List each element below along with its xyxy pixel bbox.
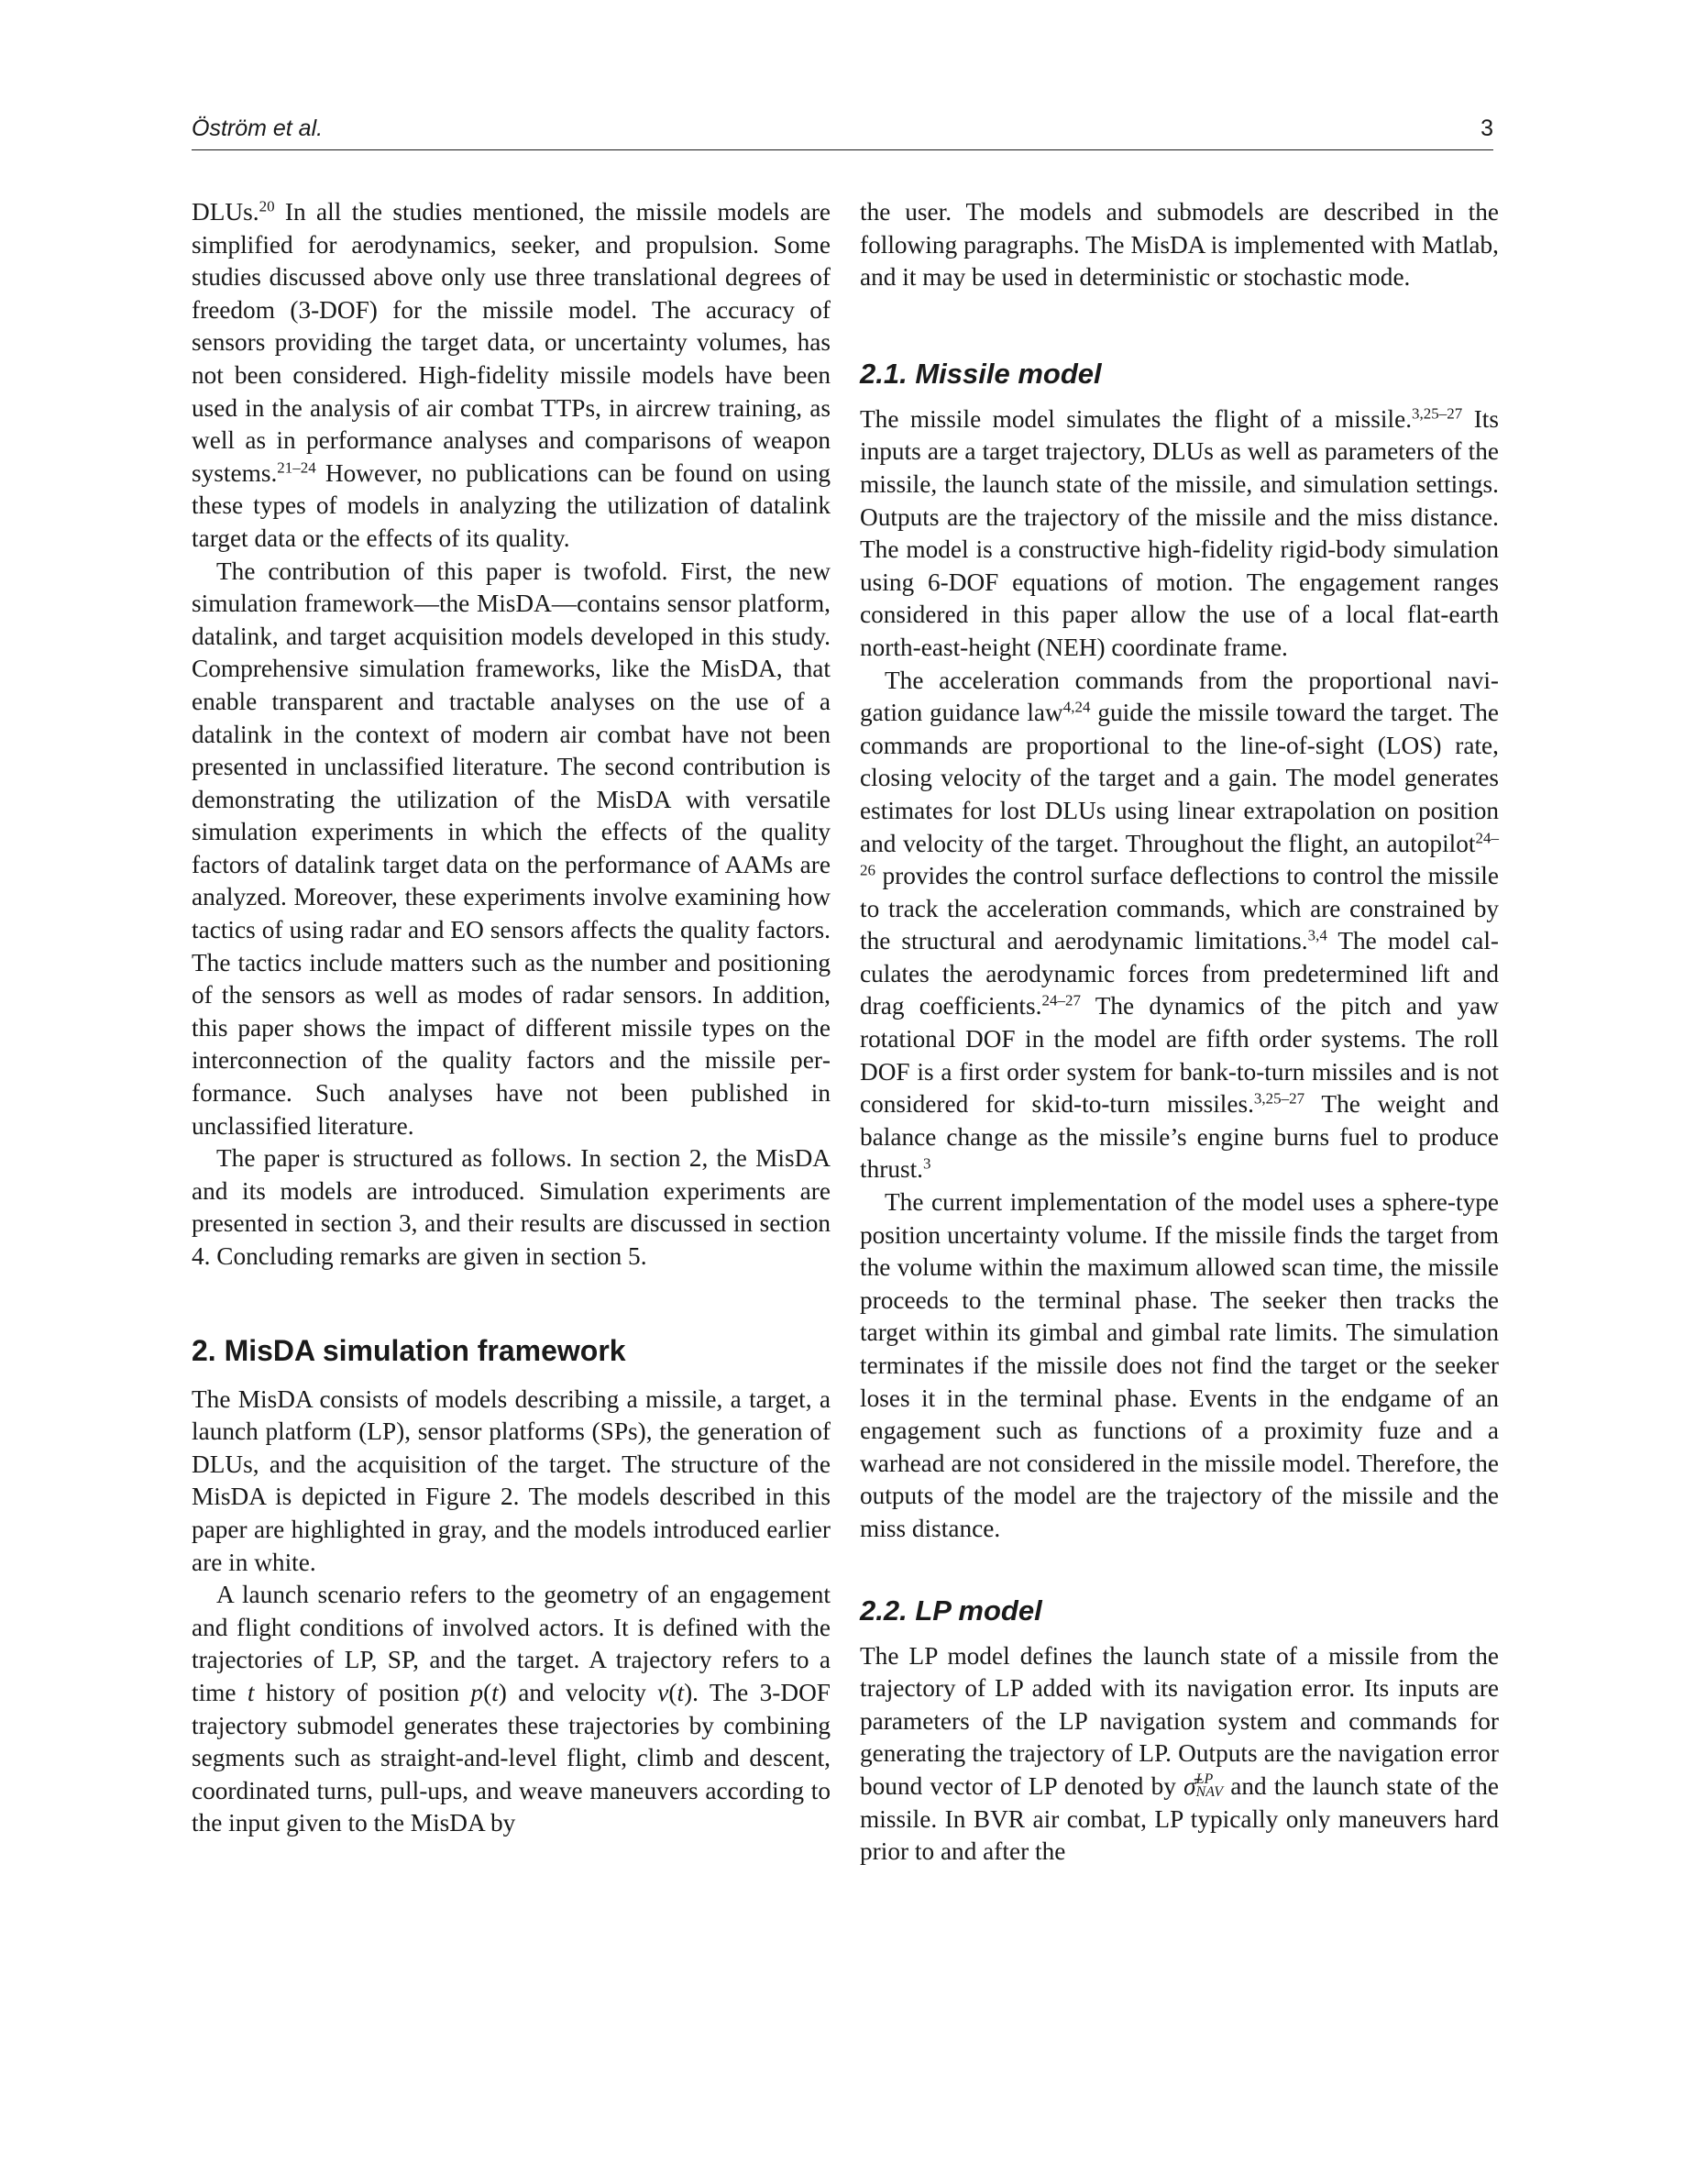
paragraph: The current implementation of the model uses a sphere-type position uncertainty volume. If the missile finds the target from the volume within the maximum allowed scan time, the missile proceeds to the terminal phase. The seeker then tracks the target within its gimbal and gimbal rate limits. The simulation terminates if the missile does not find the target or the seeker loses it in the terminal phase. Events in the endgame of an engagement such as functions of a proximity fuze and a warhead are not considered in the missile model. Therefore, the outputs of the model are the trajectory of the missile and the miss distance.	[860, 1188, 1499, 1542]
header-rule	[192, 149, 1493, 150]
paragraph	[860, 403, 1499, 665]
text-run: The weight and balance change as the missile’s engine burns fuel to produce thrust.	[860, 1090, 1499, 1184]
text-run: The acceleration commands from the proportional navigation guidance law	[860, 666, 1499, 727]
text-run: (	[483, 1678, 492, 1706]
text-run: Its inputs are a target trajectory, DLUs as well as parameters of the missile, the launch state of the missile, and simulation settings. Outputs are the trajectory of the missile and the miss distance. The model is a constructive high-fidelity rigid-body simulation using 6-DOF equations of motion. The engagement ranges considered in this paper allow the use of a local flat-earth north-east-height (NEH) coordinate frame.	[860, 404, 1500, 661]
text-run: (	[668, 1678, 677, 1706]
running-head-authors: Öström et al.	[192, 116, 324, 141]
text-run: and the launch state of the missile. In BVR air combat, LP typically only maneuvers hard prior to and after the	[860, 1771, 1499, 1866]
text-run: ) and velocity	[498, 1678, 658, 1706]
citation-ref: 21–24	[277, 458, 316, 477]
symbol-superscript: LP	[1195, 1770, 1214, 1787]
sigma-nav-symbol	[1183, 1772, 1223, 1800]
citation-ref: 3,25–27	[1412, 404, 1463, 423]
page-number: 3	[1480, 116, 1493, 141]
citation-ref: 3	[923, 1155, 931, 1174]
math-var: t	[491, 1678, 499, 1706]
text-run: guide the missile toward the target. The commands are proportional to the line-of-sight (LOS) rate, closing velocity of the target and a gain. The model generates estimates for lost DLUs using linear extrapolation on position and velocity of the target. Throughout the flight, an autopilot	[860, 699, 1499, 857]
paragraph: The contribution of this paper is twofold. First, the new simulation framework—the MisDA—contains sensor platform, datalink, and target acquisition models developed in this study. Comprehensive simulation frameworks, like the MisDA, that enable transparent and tractable analyses on the use of a datalink in the context of modern air combat have not been presented in unclassified literature. The second contribution is demonstrating the utilization of the MisDA with versatile simulation experiments in which the effects of the quality factors of datalink target data on the performance of AAMs are analyzed. Moreover, these experiments involve examining how tactics of using radar and EO sensors affects the quality factors. The tactics include matters such as the number and positioning of the sensors as well as modes of radar sensors. In addition, this paper shows the impact of different missile types on the interconnection of the quality factors and the missile performance. Such analyses have not been published in unclassified literature.	[192, 557, 831, 1140]
paragraph: The MisDA consists of models describing a missile, a target, a launch platform (LP), sensor platforms (SPs), the generation of DLUs, and the acquisition of the target. The structure of the MisDA is depicted in Figure 2. The models described in this paper are highlighted in gray, and the models introduced earlier are in white.	[192, 1384, 831, 1576]
text-run: The missile model simulates the flight of a missile.	[860, 404, 1413, 433]
citation-ref: 3,4	[1307, 926, 1327, 944]
math-var: p	[470, 1678, 484, 1706]
paragraph	[860, 665, 1499, 1187]
section-heading: 2. MisDA simulation framework	[192, 1333, 626, 1367]
text-run: However, no publications can be found on using these types of models in analyzing the utilization of datalink target data or the effects of its quality.	[192, 458, 831, 552]
citation-ref: 20	[259, 197, 275, 215]
running-head	[192, 116, 1493, 142]
text-run: The LP model defines the launch state of a missile from the trajectory of LP added with its navigation error. Its inputs are parameters of the LP navigation system and commands for generating the trajectory of LP. Outputs are the navigation error bound vector of LP denoted by	[860, 1641, 1499, 1800]
paragraph	[192, 1579, 831, 1840]
math-var: v	[657, 1678, 669, 1706]
paragraph: the user. The models and submodels are described in the following paragraphs. The MisDA is implemented with Matlab, and it may be used in deterministic or stochastic mode.	[860, 198, 1499, 292]
citation-ref: 3,25–27	[1253, 1089, 1305, 1108]
math-var: t	[247, 1678, 255, 1706]
text-run: provides the control surface deflections to control the missile to track the acceleration commands, which are constrained by the structural and aerodynamic limitations.	[860, 862, 1499, 955]
math-var: t	[677, 1678, 685, 1706]
text-run: history of position	[254, 1678, 471, 1706]
text-run: The dynamics of the pitch and yaw rotational DOF in the model are fifth order systems. The roll DOF is a first order system for bank-to-turn missiles and is not considered for skid-to-turn missiles.	[860, 992, 1499, 1119]
symbol-subscript: NAV	[1195, 1784, 1223, 1801]
text-run: In all the studies mentioned, the missile models are simplified for aerodynamics, seeker, and propulsion. Some studies discussed above only use three translational degrees of freedom (3-DOF) for the missile model. The accuracy of sensors providing the target data, or uncertainty volumes, has not been considered. High-fidelity missile models have been used in the analysis of air combat TTPs, in aircrew training, as well as in performance analyses and comparisons of weapon systems.	[192, 198, 831, 487]
text-run: ). The 3-DOF trajectory submodel generates these trajectories by combining segments such as straight-and-level flight, climb and descent, coordinated turns, pull-ups, and weave maneuvers according to the input given to the MisDA by	[192, 1678, 831, 1837]
text-run: A launch scenario refers to the geometry of an engagement and flight conditions of involved actors. It is defined with the trajectories of LP, SP, and the target. A trajectory refers to a time	[192, 1581, 831, 1706]
text-run: The model calculates the aerodynamic forces from predetermined lift and drag coefficients.	[860, 927, 1500, 1020]
text-run: DLUs.	[192, 198, 259, 226]
left-column	[192, 196, 831, 1840]
paragraph: The paper is structured as follows. In section 2, the MisDA and its models are introduced. Simulation experiments are presented in section 3, and their results are discussed in section 4. Concluding remarks are given in section 5.	[192, 1144, 831, 1270]
right-column	[860, 196, 1499, 1869]
subsection-heading: 2.1. Missile model	[860, 357, 1102, 390]
citation-ref: 24–26	[860, 829, 1499, 879]
citation-ref: 4,24	[1062, 698, 1091, 716]
citation-ref: 24–27	[1041, 992, 1081, 1010]
subsection-heading: 2.2. LP model	[860, 1594, 1042, 1627]
paragraph	[860, 1640, 1499, 1869]
paragraph	[192, 196, 831, 556]
sigma-bar: σ̄	[1183, 1771, 1196, 1800]
